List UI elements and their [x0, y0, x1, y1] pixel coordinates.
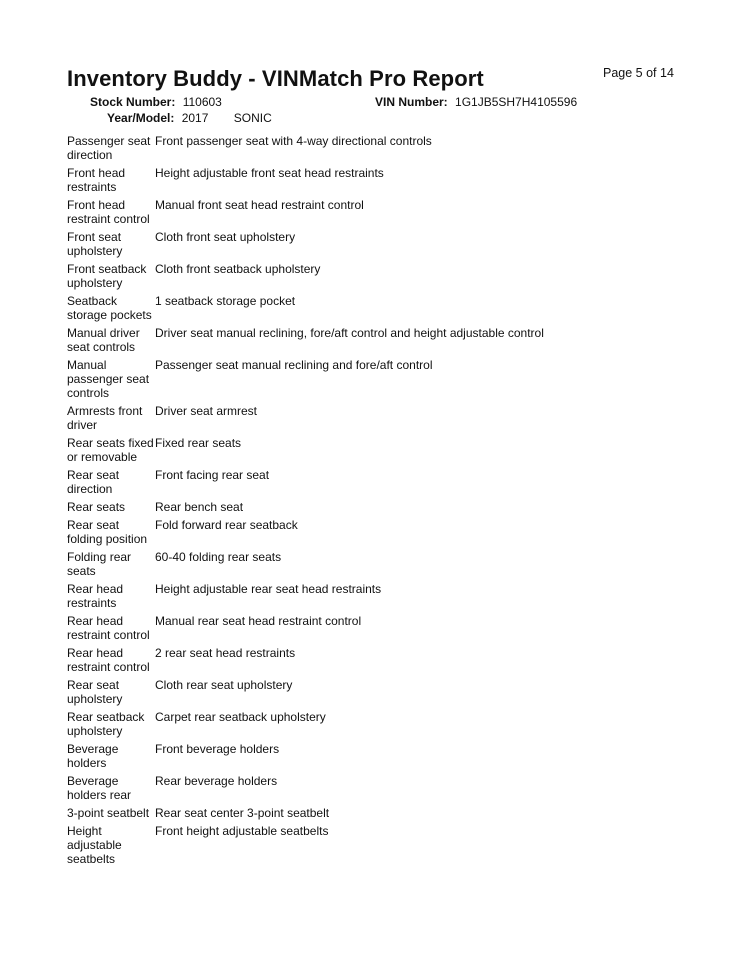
row-name: Front seat upholstery: [67, 230, 123, 258]
row-name: Front seatback upholstery: [67, 262, 147, 290]
row-name: Rear seats fixed or removable: [67, 436, 154, 464]
row-name: Rear head restraints: [67, 582, 124, 610]
table-row: [67, 230, 687, 258]
stock-number: [90, 95, 222, 109]
row-name: Armrests front driver: [67, 404, 143, 432]
row-name: Passenger seat direction: [67, 134, 151, 162]
row-description: Rear beverage holders: [155, 774, 278, 788]
row-name: Beverage holders rear: [67, 774, 132, 802]
table-row: [67, 646, 687, 674]
table-row: [67, 468, 687, 496]
table-row: [67, 404, 687, 432]
row-name: Rear head restraint control: [67, 614, 150, 642]
row-name: Manual driver seat controls: [67, 326, 140, 354]
stock-number-label: Stock Number:: [90, 95, 176, 109]
vin-number-label: VIN Number:: [375, 95, 448, 109]
row-name: Rear seatback upholstery: [67, 710, 145, 738]
table-row: [67, 262, 687, 290]
year-value: 2017: [181, 111, 209, 125]
row-description: Front passenger seat with 4-way directional controls: [155, 134, 432, 148]
row-name: Rear seat folding position: [67, 518, 148, 546]
row-description: 2 rear seat head restraints: [155, 646, 296, 660]
report-title: Inventory Buddy - VINMatch Pro Report: [67, 66, 484, 91]
row-description: Carpet rear seatback upholstery: [155, 710, 326, 724]
row-description: Front height adjustable seatbelts: [155, 824, 329, 838]
table-row: [67, 294, 687, 322]
row-description: Manual front seat head restraint control: [155, 198, 364, 212]
row-name: Rear head restraint control: [67, 646, 150, 674]
row-description: 60-40 folding rear seats: [155, 550, 282, 564]
vin-number: [375, 95, 577, 109]
table-row: [67, 134, 687, 162]
table-row: [67, 582, 687, 610]
row-name: Front head restraints: [67, 166, 126, 194]
row-name: Seatback storage pockets: [67, 294, 152, 322]
row-description: 1 seatback storage pocket: [155, 294, 296, 308]
row-name: Manual passenger seat controls: [67, 358, 150, 400]
row-description: Rear bench seat: [155, 500, 244, 514]
table-row: [67, 806, 687, 820]
table-row: [67, 500, 687, 514]
table-row: [67, 710, 687, 738]
row-name: Front head restraint control: [67, 198, 150, 226]
table-row: [67, 518, 687, 546]
stock-number-value: 110603: [182, 95, 222, 109]
row-description: Front facing rear seat: [155, 468, 270, 482]
row-description: Driver seat armrest: [155, 404, 258, 418]
table-row: [67, 742, 687, 770]
table-row: [67, 550, 687, 578]
row-name: Rear seat direction: [67, 468, 120, 496]
row-description: Cloth front seatback upholstery: [155, 262, 321, 276]
table-row: [67, 774, 687, 802]
year-model-label: Year/Model:: [107, 111, 175, 125]
row-description: Cloth front seat upholstery: [155, 230, 296, 244]
table-row: [67, 614, 687, 642]
row-description: Height adjustable front seat head restraints: [155, 166, 384, 180]
row-name: Height adjustable seatbelts: [67, 824, 122, 866]
row-description: Cloth rear seat upholstery: [155, 678, 293, 692]
row-name: 3-point seatbelt: [67, 806, 150, 820]
row-description: Fixed rear seats: [155, 436, 242, 450]
row-name: Rear seats: [67, 500, 126, 514]
row-description: Fold forward rear seatback: [155, 518, 298, 532]
row-description: Front beverage holders: [155, 742, 280, 756]
row-name: Folding rear seats: [67, 550, 132, 578]
table-row: [67, 198, 687, 226]
row-description: Height adjustable rear seat head restraints: [155, 582, 382, 596]
table-row: [67, 166, 687, 194]
table-row: [67, 358, 687, 400]
row-name: Beverage holders: [67, 742, 119, 770]
year-model: [107, 111, 272, 125]
row-name: Rear seat upholstery: [67, 678, 123, 706]
row-description: Manual rear seat head restraint control: [155, 614, 362, 628]
table-row: [67, 436, 687, 464]
row-description: Driver seat manual reclining, fore/aft control and height adjustable control: [155, 326, 544, 340]
row-description: Passenger seat manual reclining and fore/aft control: [155, 358, 433, 372]
table-row: [67, 824, 687, 866]
vin-number-value: 1G1JB5SH7H4105596: [455, 95, 578, 109]
model-value: SONIC: [233, 111, 272, 125]
page-number: Page 5 of 14: [603, 66, 674, 80]
spec-table: [67, 134, 687, 870]
row-description: Rear seat center 3-point seatbelt: [155, 806, 330, 820]
table-row: [67, 678, 687, 706]
table-row: [67, 326, 687, 354]
